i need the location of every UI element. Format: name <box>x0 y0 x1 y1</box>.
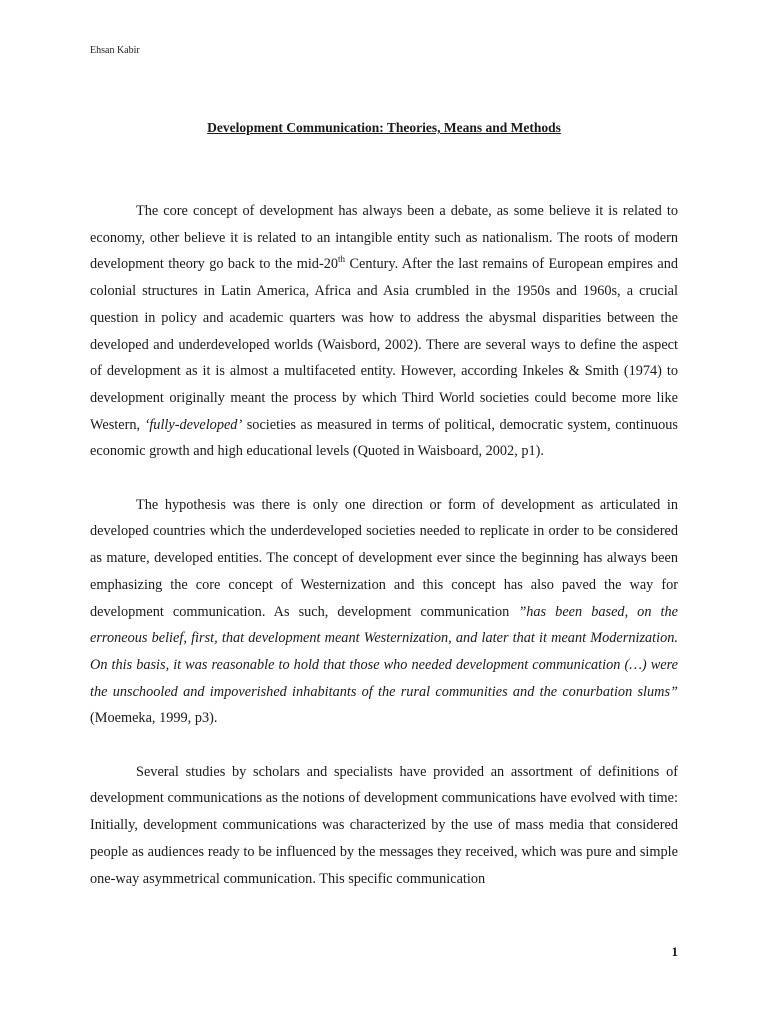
paragraph-2-text-a: The hypothesis was there is only one direction or form of development as articulated in developed countries which the underdeveloped societies needed to replicate in order to be considered as mature, developed entities. The concept of development ever since the beginning has always been emphasizing the core concept of Westernization and this concept has also paved the way for development communication. As such, development communication <box>90 496 678 620</box>
paragraph-3 <box>90 759 678 893</box>
paragraph-1 <box>90 198 678 465</box>
paragraph-1-text-c: societies as measured in terms of political, democratic system, continuous economic growth and high educational levels (Quoted in Waisboard, 2002, p1). <box>90 416 678 460</box>
paragraph-3-text: Several studies by scholars and specialists have provided an assortment of definitions of development communications as the notions of development communications have evolved with time: Initially, development communications was characterized by the use of mass media that considered people as audiences ready to be influenced by the messages they received, which was pure and simple one-way asymmetrical communication. This specific communication <box>90 763 678 887</box>
document-body <box>90 198 678 919</box>
paragraph-2 <box>90 492 678 732</box>
paragraph-1-text-b: Century. After the last remains of European empires and colonial structures in Latin America, Africa and Asia crumbled in the 1950s and 1960s, a crucial question in policy and academic quarters was how to address the abysmal disparities between the developed and underdeveloped worlds (Waisbord, 2002). There are several ways to define the aspect of development as it is almost a multifaceted entity. However, according Inkeles & Smith (1974) to development originally meant the process by which Third World societies could become more like Western, <box>90 256 678 433</box>
header-author: Ehsan Kabir <box>90 45 140 56</box>
page-number: 1 <box>671 944 678 959</box>
paragraph-1-italic-phrase: ‘fully-developed’ <box>144 416 243 433</box>
paragraph-2-quote: ”has been based, on the erroneous belief, first, that development meant Westernization, and later that it meant Modernization. On this basis, it was reasonable to hold that those who needed development communication (…) were the unschooled and impoverished inhabitants of the rural communities and the conurbation slums” <box>90 603 678 700</box>
paragraph-2-citation: (Moemeka, 1999, p3). <box>90 710 218 727</box>
ordinal-superscript: th <box>338 254 346 265</box>
paragraph-1-text-a: The core concept of development has always been a debate, as some believe it is related to economy, other believe it is related to an intangible entity such as nationalism. The roots of modern development theory go back to the mid-20 <box>90 203 678 273</box>
document-title: Development Communication: Theories, Means and Methods <box>207 120 561 135</box>
